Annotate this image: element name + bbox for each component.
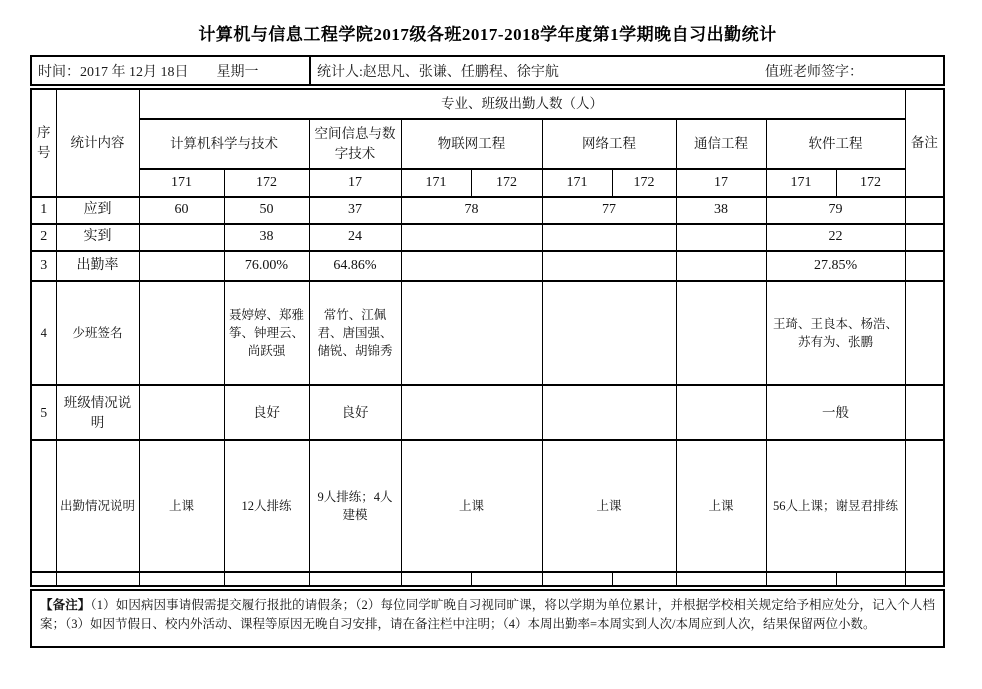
class-cs-171: 171: [139, 169, 224, 197]
cell-cs171: [139, 251, 224, 281]
col-header-seq: 序号: [31, 89, 56, 197]
header-row-classes: [31, 169, 944, 197]
cell-cs171: [139, 281, 224, 385]
table-row-rate: [31, 251, 944, 281]
table-row-actual: [31, 224, 944, 251]
cell-network: [542, 251, 676, 281]
cell-remark: [905, 440, 944, 572]
attendance-table: [30, 88, 945, 587]
cell-spatial17: 37: [309, 197, 401, 224]
major-network: 网络工程: [542, 119, 676, 169]
cell-spatial17: 9人排练；4人建模: [309, 440, 401, 572]
cell-software: 27.85%: [766, 251, 905, 281]
footnote: [30, 589, 945, 648]
cell-comm17: [676, 385, 766, 440]
cell-network: [542, 224, 676, 251]
cell-iot: [401, 251, 542, 281]
cell-software: 22: [766, 224, 905, 251]
info-recorders-cell: [311, 57, 943, 84]
major-cs: 计算机科学与技术: [139, 119, 309, 169]
header-row-group: [31, 89, 944, 119]
cell-iot: [401, 224, 542, 251]
cell-cs172: 12人排练: [224, 440, 309, 572]
info-date-cell: [32, 57, 311, 84]
cell-remark: [905, 197, 944, 224]
class-cs-172: 172: [224, 169, 309, 197]
class-iot-172: 172: [471, 169, 542, 197]
col-header-group-title: 专业、班级出勤人数（人）: [139, 89, 905, 119]
class-software-172: 172: [836, 169, 905, 197]
class-comm-17: 17: [676, 169, 766, 197]
cell-cs171: 60: [139, 197, 224, 224]
cell-network: [542, 281, 676, 385]
cell-spatial17: 良好: [309, 385, 401, 440]
seq-cell: 3: [31, 251, 56, 281]
seq-cell: 1: [31, 197, 56, 224]
table-row-attendance-status: [31, 440, 944, 572]
cell-comm17: [676, 281, 766, 385]
row-label: 实到: [56, 224, 139, 251]
cell-cs172: 良好: [224, 385, 309, 440]
major-spatial: 空间信息与数字技术: [309, 119, 401, 169]
row-label: 班级情况说明: [56, 385, 139, 440]
class-software-171: 171: [766, 169, 836, 197]
col-header-remark: 备注: [905, 89, 944, 197]
cell-cs172: 聂婷婷、郑雅筝、钟理云、尚跃强: [224, 281, 309, 385]
cell-cs171: 上课: [139, 440, 224, 572]
cell-cs172: 76.00%: [224, 251, 309, 281]
cell-software: 一般: [766, 385, 905, 440]
row-label: 出勤情况说明: [56, 440, 139, 572]
seq-cell: 2: [31, 224, 56, 251]
cell-cs171: [139, 385, 224, 440]
row-label: 出勤率: [56, 251, 139, 281]
cell-spatial17: 64.86%: [309, 251, 401, 281]
class-iot-171: 171: [401, 169, 471, 197]
footnote-text: （1）如因病因事请假需提交履行报批的请假条；（2）每位同学旷晚自习视同旷课，将以学期为单位累计，并根据学校相关规定给予相应处分，记入个人档案；（3）如因节假日、校内外活动、课程等原因无晚自习安排，请在备注栏中注明；（4）本周出勤率=本周实到人次/本周应到人次，结果保留两位小数。: [40, 598, 935, 631]
weekday-label: 星期一: [216, 64, 259, 80]
cell-remark: [905, 385, 944, 440]
cell-remark: [905, 251, 944, 281]
row-label: 应到: [56, 197, 139, 224]
cell-iot: 78: [401, 197, 542, 224]
cell-comm17: 上课: [676, 440, 766, 572]
recorders-label: 统计人:赵思凡、张谦、任鹏程、徐宇航: [317, 64, 559, 80]
page-title: 计算机与信息工程学院2017级各班2017-2018学年度第1学期晚自习出勤统计: [198, 25, 777, 44]
class-network-172: 172: [612, 169, 676, 197]
cell-software: 56人上课；谢昱君排练: [766, 440, 905, 572]
major-comm: 通信工程: [676, 119, 766, 169]
cell-iot: [401, 281, 542, 385]
table-row-expected: [31, 197, 944, 224]
cell-cs171: [139, 224, 224, 251]
table-row-empty: [31, 572, 944, 586]
table-row-signatures: [31, 281, 944, 385]
seq-cell: [31, 440, 56, 572]
cell-comm17: [676, 224, 766, 251]
cell-comm17: 38: [676, 197, 766, 224]
teacher-sign-label: 值班老师签字：: [765, 64, 863, 80]
cell-cs172: 50: [224, 197, 309, 224]
cell-software: 王琦、王良本、杨浩、苏有为、张鹏: [766, 281, 905, 385]
cell-network: 77: [542, 197, 676, 224]
cell-iot: [401, 385, 542, 440]
cell-cs172: 38: [224, 224, 309, 251]
cell-software: 79: [766, 197, 905, 224]
col-header-stat-content: 统计内容: [56, 89, 139, 197]
class-network-171: 171: [542, 169, 612, 197]
seq-cell: 5: [31, 385, 56, 440]
attendance-sheet: [30, 0, 945, 648]
footnote-label: 【备注】: [40, 598, 91, 612]
class-spatial-17: 17: [309, 169, 401, 197]
cell-network: 上课: [542, 440, 676, 572]
row-label: 少班签名: [56, 281, 139, 385]
major-iot: 物联网工程: [401, 119, 542, 169]
major-software: 软件工程: [766, 119, 905, 169]
table-row-class-status: [31, 385, 944, 440]
header-row-majors: [31, 119, 944, 169]
cell-remark: [905, 224, 944, 251]
date-label: 时间：2017 年 12月 18日: [38, 64, 189, 80]
cell-network: [542, 385, 676, 440]
cell-comm17: [676, 251, 766, 281]
cell-remark: [905, 281, 944, 385]
cell-spatial17: 24: [309, 224, 401, 251]
cell-iot: 上课: [401, 440, 542, 572]
cell-spatial17: 常竹、江佩君、唐国强、储锐、胡锦秀: [309, 281, 401, 385]
seq-cell: 4: [31, 281, 56, 385]
info-bar: [30, 55, 945, 86]
